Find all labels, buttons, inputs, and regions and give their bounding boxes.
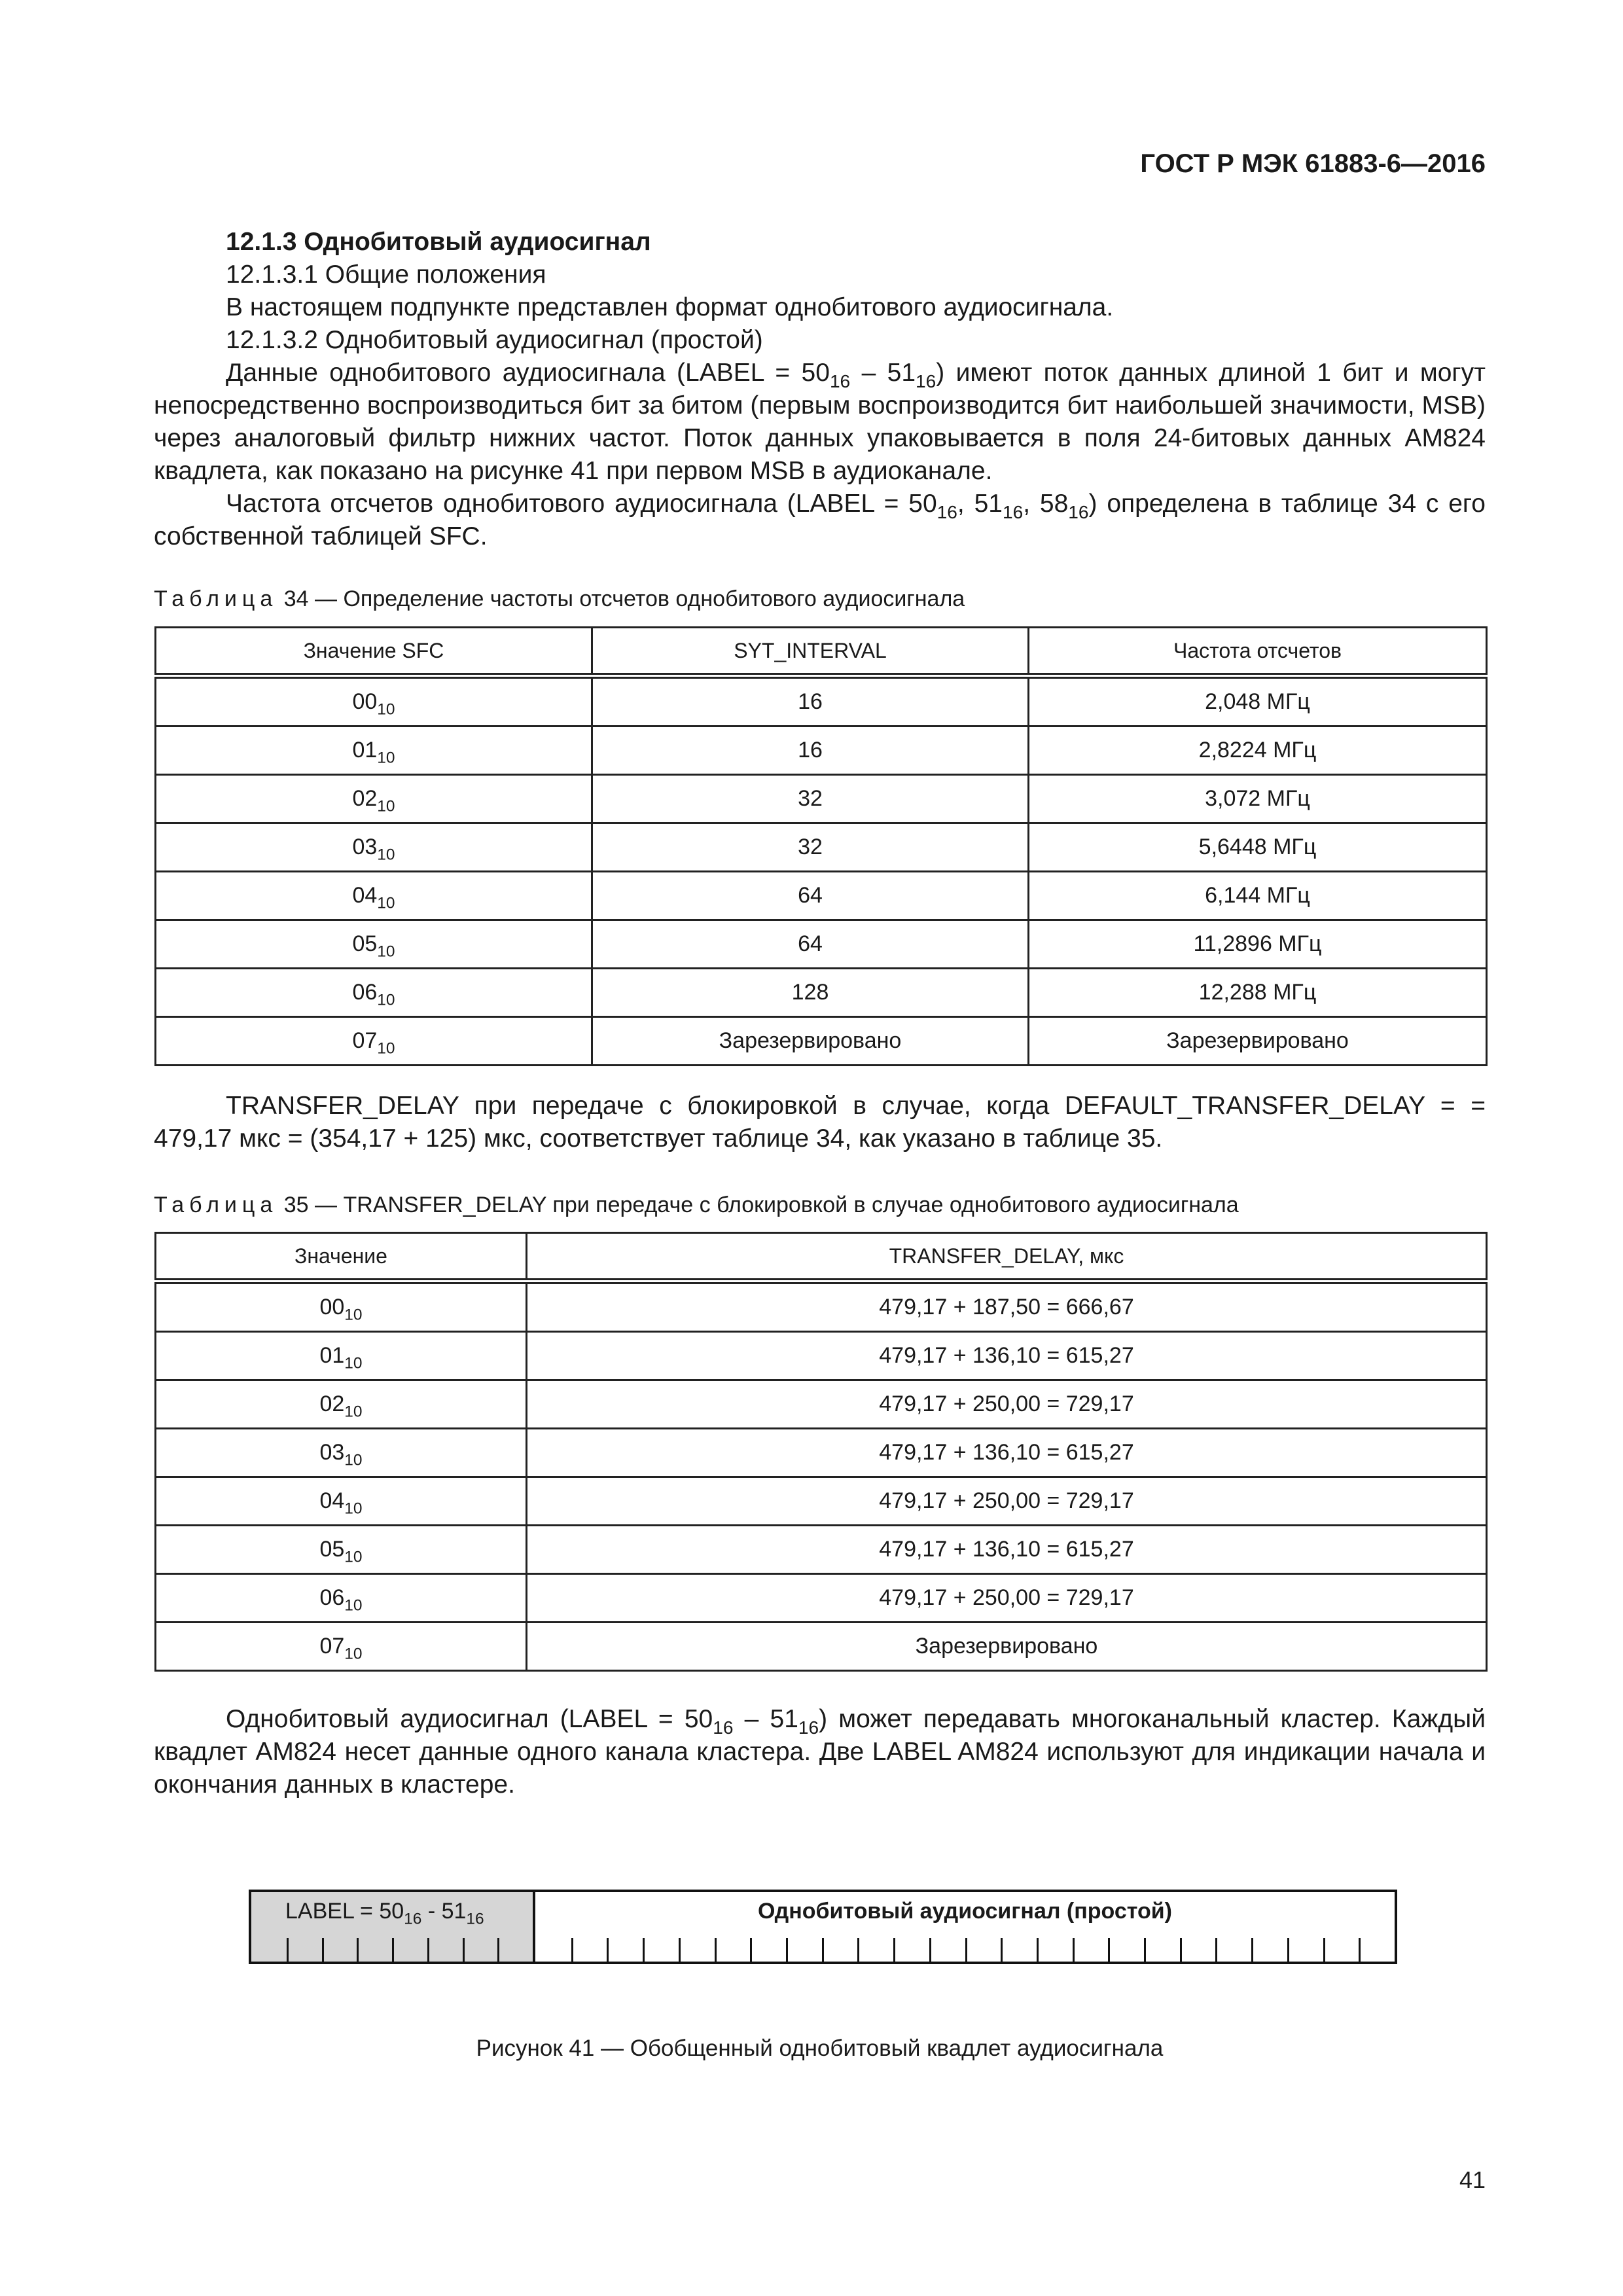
value-cell: $00_{10}$ xyxy=(156,1282,527,1332)
frequency-cell: 2,8224 МГц xyxy=(1029,726,1487,775)
paragraph-sampling-frequency: Частота отсчетов однобитового аудиосигнала (LABEL = $50_{16}$, $51_{16}$, $58_{16}$) определена в таблице 34 с его собственной таблицей SFC. xyxy=(154,490,1486,550)
syt-interval-cell: 32 xyxy=(592,823,1029,872)
bit-tick xyxy=(1287,1938,1289,1962)
bit-tick xyxy=(857,1938,859,1962)
data-bit-ticks xyxy=(535,1938,1395,1962)
section-heading: 12.1.3 Однобитовый аудиосигнал xyxy=(226,228,651,256)
sfc-value-cell: $06_{10}$ xyxy=(156,969,592,1017)
bit-tick xyxy=(965,1938,967,1962)
data-field-text: Однобитовый аудиосигнал (простой) xyxy=(758,1899,1172,1924)
table-35-row xyxy=(156,1429,1487,1477)
table-34-row xyxy=(156,1017,1487,1066)
syt-interval-cell: Зарезервировано xyxy=(592,1017,1029,1066)
subsection-1-text: В настоящем подпункте представлен формат однобитового аудиосигнала. xyxy=(226,293,1114,321)
transfer-delay-cell: 479,17 + 136,10 = 615,27 xyxy=(527,1332,1487,1380)
bit-tick xyxy=(571,1938,573,1962)
document-header: ГОСТ Р МЭК 61883-6—2016 xyxy=(1140,149,1486,178)
transfer-delay-cell: 479,17 + 250,00 = 729,17 xyxy=(527,1477,1487,1526)
bit-tick xyxy=(822,1938,824,1962)
transfer-delay-cell: Зарезервировано xyxy=(527,1623,1487,1671)
bit-tick xyxy=(357,1938,359,1962)
label-field-text: LABEL = $50_{16} - 51_{16}$ xyxy=(285,1899,484,1928)
figure-caption: Рисунок 41 — Обобщенный однобитовый квадлет аудиосигнала xyxy=(476,2036,1164,2061)
frequency-cell: 3,072 МГц xyxy=(1029,775,1487,823)
value-cell: $04_{10}$ xyxy=(156,1477,527,1526)
transfer-delay-cell: 479,17 + 187,50 = 666,67 xyxy=(527,1282,1487,1332)
table-34-row xyxy=(156,676,1487,726)
bit-tick xyxy=(679,1938,681,1962)
paragraph-multichannel: Однобитовый аудиосигнал (LABEL = $50_{16} - 51_{16}$) может передавать многоканальный кластер. Каждый квадлет AM824 несет данные одного канала кластера. Две LABEL AM824 используют для индикации начала и окончания данных в кластере. xyxy=(154,1705,1486,1799)
bit-tick xyxy=(1001,1938,1003,1962)
value-cell: $07_{10}$ xyxy=(156,1623,527,1671)
syt-interval-cell: 64 xyxy=(592,920,1029,969)
bit-tick xyxy=(1251,1938,1253,1962)
bit-tick xyxy=(1215,1938,1217,1962)
subsection-2-heading: 12.1.3.2 Однобитовый аудиосигнал (простой) xyxy=(226,326,763,354)
table-35-row xyxy=(156,1477,1487,1526)
bit-tick xyxy=(643,1938,645,1962)
bit-tick xyxy=(1073,1938,1075,1962)
table-35-row xyxy=(156,1332,1487,1380)
table-35 xyxy=(154,1232,1488,1672)
subsection-1-heading: 12.1.3.1 Общие положения xyxy=(226,260,546,289)
transfer-delay-cell: 479,17 + 250,00 = 729,17 xyxy=(527,1574,1487,1623)
label-bit-ticks xyxy=(251,1938,533,1962)
syt-interval-cell: 32 xyxy=(592,775,1029,823)
sfc-value-cell: $01_{10}$ xyxy=(156,726,592,775)
bit-tick xyxy=(929,1938,931,1962)
value-cell: $03_{10}$ xyxy=(156,1429,527,1477)
syt-interval-cell: 16 xyxy=(592,726,1029,775)
frequency-cell: 12,288 МГц xyxy=(1029,969,1487,1017)
frequency-cell: 11,2896 МГц xyxy=(1029,920,1487,969)
value-cell: $01_{10}$ xyxy=(156,1332,527,1380)
value-cell: $05_{10}$ xyxy=(156,1526,527,1574)
table-35-row xyxy=(156,1282,1487,1332)
frequency-cell: Зарезервировано xyxy=(1029,1017,1487,1066)
table-34-row xyxy=(156,823,1487,872)
sfc-value-cell: $03_{10}$ xyxy=(156,823,592,872)
bit-tick xyxy=(750,1938,752,1962)
sfc-value-cell: $05_{10}$ xyxy=(156,920,592,969)
bit-tick xyxy=(322,1938,324,1962)
value-cell: $02_{10}$ xyxy=(156,1380,527,1429)
table-35-header-delay: TRANSFER_DELAY, мкс xyxy=(527,1233,1487,1282)
bit-tick xyxy=(1144,1938,1146,1962)
table-34-row xyxy=(156,872,1487,920)
table-35-row xyxy=(156,1380,1487,1429)
paragraph-data-format: Данные однобитового аудиосигнала (LABEL = $50_{16} - 51_{16}$) имеют поток данных длиной 1 бит и могут непосредственно воспроизводиться бит за битом (первым воспроизводится бит наибольшей значимости, MSB) через аналоговый фильтр нижних частот. Поток данных упаковывается в поля 24-битовых данных AM824 квадлета, как показано на рисунке 41 при первом MSB в аудиоканале. xyxy=(154,359,1486,485)
bit-tick xyxy=(1037,1938,1039,1962)
table-34-header-sfc: Значение SFC xyxy=(156,628,592,676)
bit-tick xyxy=(1108,1938,1110,1962)
syt-interval-cell: 16 xyxy=(592,676,1029,726)
bit-tick xyxy=(392,1938,394,1962)
sfc-value-cell: $04_{10}$ xyxy=(156,872,592,920)
table-34-caption: Таблица 34 — Определение частоты отсчетов однобитового аудиосигнала xyxy=(154,586,965,611)
transfer-delay-cell: 479,17 + 250,00 = 729,17 xyxy=(527,1380,1487,1429)
paragraph-transfer-delay: TRANSFER_DELAY при передаче с блокировкой в случае, когда DEFAULT_TRANSFER_DELAY = = 479,17 мкс = (354,17 + 125) мкс, соответствует таблице 34, как указано в таблице 35. xyxy=(154,1092,1486,1153)
bit-tick xyxy=(715,1938,717,1962)
syt-interval-cell: 64 xyxy=(592,872,1029,920)
table-34-row xyxy=(156,726,1487,775)
bit-tick xyxy=(1359,1938,1361,1962)
table-34-header-syt: SYT_INTERVAL xyxy=(592,628,1029,676)
sfc-value-cell: $00_{10}$ xyxy=(156,676,592,726)
bit-tick xyxy=(427,1938,429,1962)
bit-tick xyxy=(497,1938,499,1962)
page-number: 41 xyxy=(1459,2166,1486,2193)
frequency-cell: 5,6448 МГц xyxy=(1029,823,1487,872)
table-34-header-frequency: Частота отсчетов xyxy=(1029,628,1487,676)
syt-interval-cell: 128 xyxy=(592,969,1029,1017)
table-34-row xyxy=(156,920,1487,969)
quadlet-figure xyxy=(249,1890,1397,1964)
sfc-value-cell: $07_{10}$ xyxy=(156,1017,592,1066)
table-34-row xyxy=(156,969,1487,1017)
bit-tick xyxy=(463,1938,465,1962)
bit-tick xyxy=(287,1938,289,1962)
data-field xyxy=(535,1892,1395,1962)
table-35-row xyxy=(156,1526,1487,1574)
table-34 xyxy=(154,626,1488,1066)
bit-tick xyxy=(893,1938,895,1962)
table-35-row xyxy=(156,1623,1487,1671)
transfer-delay-cell: 479,17 + 136,10 = 615,27 xyxy=(527,1429,1487,1477)
frequency-cell: 6,144 МГц xyxy=(1029,872,1487,920)
bit-tick xyxy=(607,1938,609,1962)
table-35-header-value: Значение xyxy=(156,1233,527,1282)
bit-tick xyxy=(1180,1938,1182,1962)
table-35-caption: Таблица 35 — TRANSFER_DELAY при передаче с блокировкой в случае однобитового аудиосигнала xyxy=(154,1193,1239,1217)
value-cell: $06_{10}$ xyxy=(156,1574,527,1623)
bit-tick xyxy=(1323,1938,1325,1962)
label-field xyxy=(251,1892,535,1962)
frequency-cell: 2,048 МГц xyxy=(1029,676,1487,726)
transfer-delay-cell: 479,17 + 136,10 = 615,27 xyxy=(527,1526,1487,1574)
table-34-row xyxy=(156,775,1487,823)
bit-tick xyxy=(786,1938,788,1962)
sfc-value-cell: $02_{10}$ xyxy=(156,775,592,823)
table-35-row xyxy=(156,1574,1487,1623)
